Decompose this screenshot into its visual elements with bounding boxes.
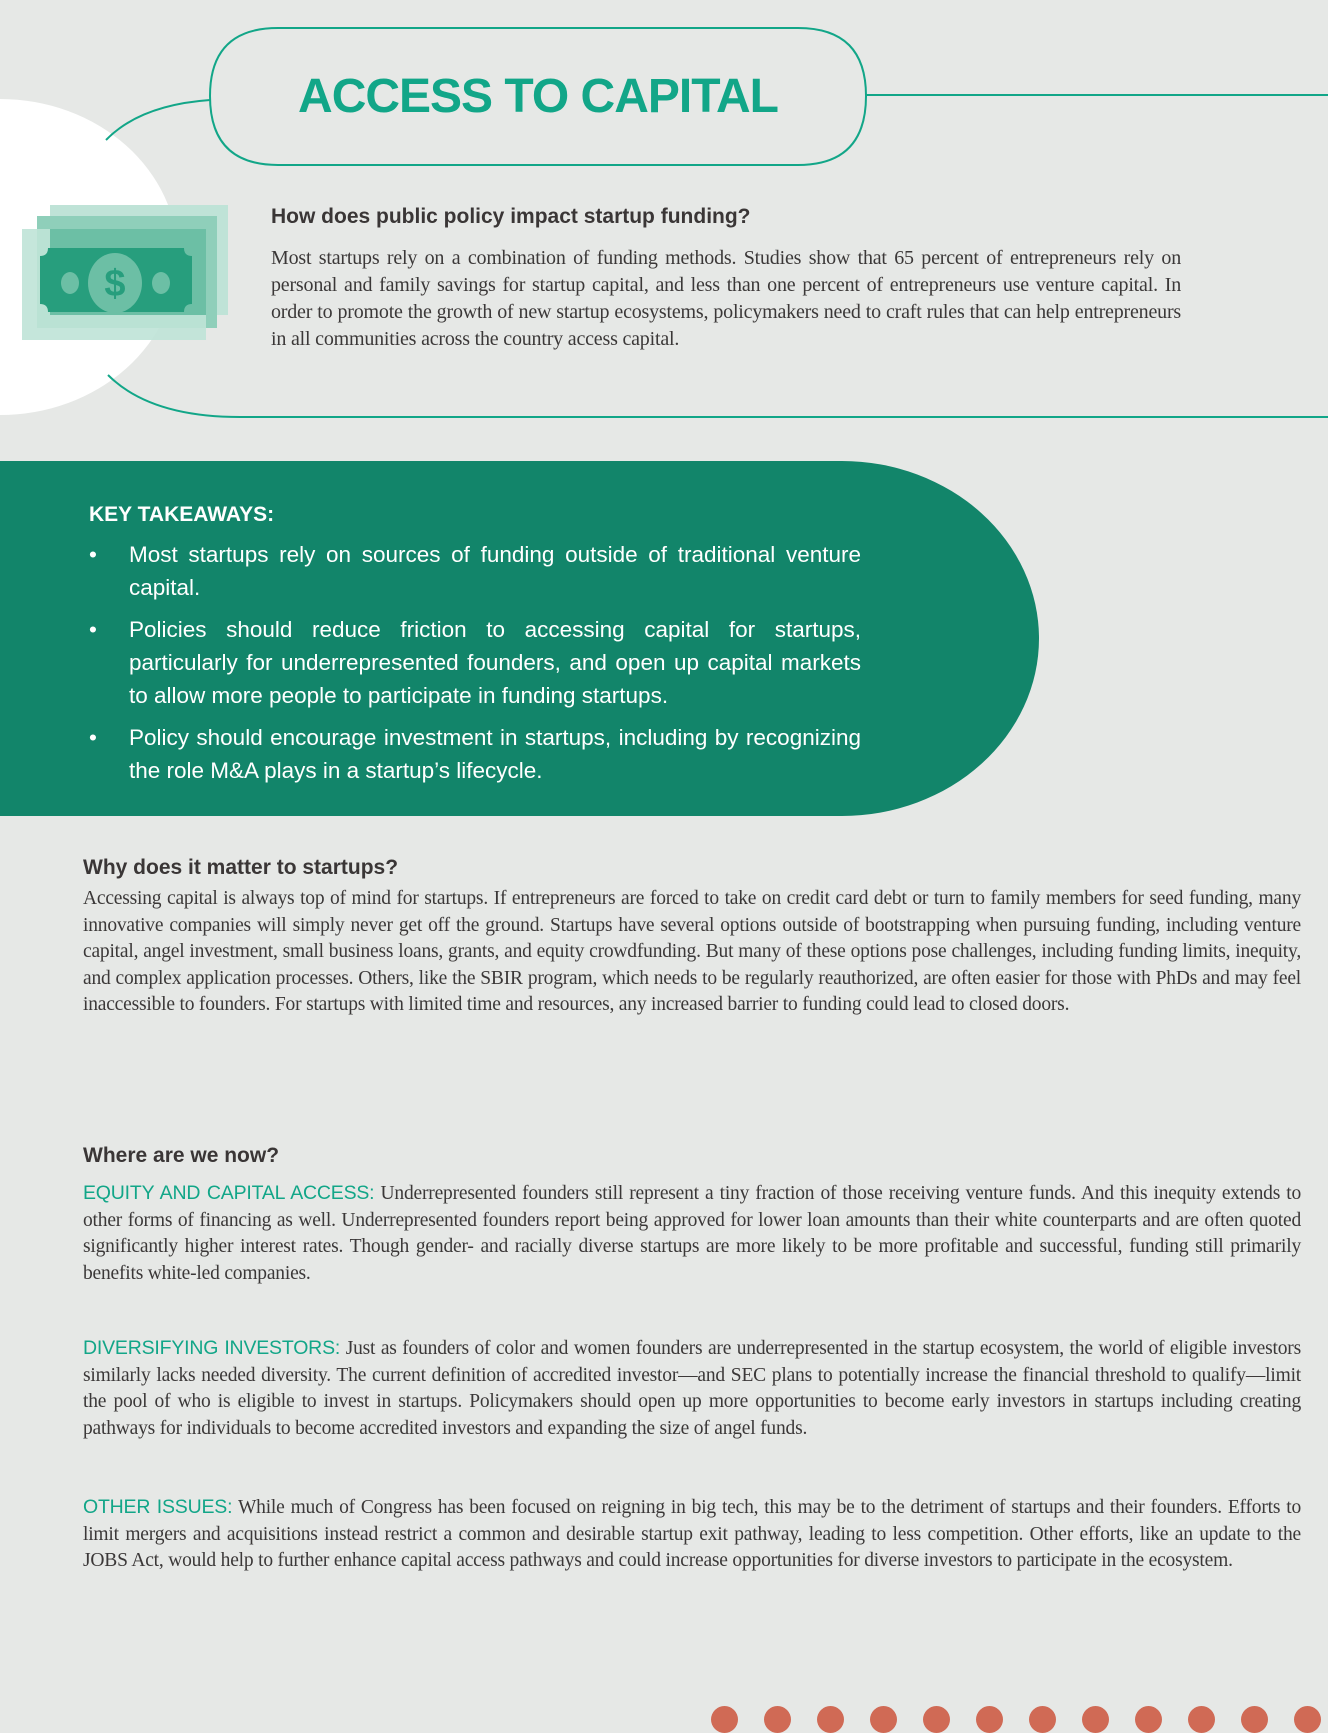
dot-icon [1135, 1706, 1162, 1733]
dot-icon [817, 1706, 844, 1733]
list-item [89, 538, 861, 604]
section-lead: OTHER ISSUES: [83, 1496, 233, 1518]
dot-icon [1029, 1706, 1056, 1733]
dot-icon [1082, 1706, 1109, 1733]
svg-text:$: $ [104, 263, 126, 305]
key-takeaways-list [89, 538, 861, 796]
why-paragraph: Accessing capital is always top of mind for startups. If entrepreneurs are forced to take on credit card debt or turn to family members for seed funding, many innovative companies will simply never get off the ground. Startups have several options outside of bootstrapping when pursuing funding, including venture capital, angel investment, small business loans, grants, and equity crowdfunding. But many of these options pose challenges, including funding limits, inequity, and complex application processes. Others, like the SBIR program, which needs to be regularly reauthorized, are often easier for those with PhDs and may feel inaccessible to founders. For startups with limited time and resources, any increased barrier to funding could lead to closed doors. [83, 888, 1301, 1015]
why-heading: Why does it matter to startups? [83, 856, 399, 879]
connector-curve-top [106, 100, 210, 140]
dot-icon [1188, 1706, 1215, 1733]
takeaway-text: Policies should reduce friction to accessing capital for startups, particularly for underrepresented founders, and open up capital markets to allow more people to participate in funding startups. [129, 617, 861, 708]
other-issues-section [83, 1494, 1301, 1575]
diversifying-section [83, 1335, 1301, 1442]
equity-section [83, 1180, 1301, 1287]
section-body: Underrepresented founders still represent a tiny fraction of those receiving venture funds. And this inequity extends to other forms of financing as well. Underrepresented founders report being approved for lower loan amounts than their white counterparts and are often quoted significantly higher interest rates. Though gender- and racially diverse startups are more likely to be more profitable and successful, funding still primarily benefits white-led companies. [83, 1183, 1301, 1284]
section-lead: EQUITY AND CAPITAL ACCESS: [83, 1182, 375, 1204]
section-body: While much of Congress has been focused on reigning in big tech, this may be to the detriment of startups and their founders. Efforts to limit mergers and acquisitions instead restrict a common and desirable startup exit pathway, leading to less competition. Other efforts, like an update to the JOBS Act, would help to further enhance capital access pathways and could increase opportunities for diverse investors to participate in the ecosystem. [83, 1497, 1301, 1571]
takeaway-text: Most startups rely on sources of funding outside of traditional venture capital. [129, 542, 861, 600]
money-icon [22, 205, 228, 340]
key-takeaways-heading: KEY TAKEAWAYS: [89, 503, 275, 526]
list-item [89, 721, 861, 787]
intro-paragraph: Most startups rely on a combination of funding methods. Studies show that 65 percent of entrepreneurs rely on personal and family savings for startup capital, and less than one percent of entrepreneurs use venture capital. In order to promote the growth of new startup ecosystems, policymakers need to craft rules that can help entrepreneurs in all communities across the country access capital. [271, 247, 1181, 350]
section-lead: DIVERSIFYING INVESTORS: [83, 1337, 341, 1359]
dot-icon [1241, 1706, 1268, 1733]
takeaway-text: Policy should encourage investment in startups, including by recognizing the role M&A plays in a startup’s lifecycle. [129, 725, 861, 783]
dot-icon [923, 1706, 950, 1733]
dot-icon [976, 1706, 1003, 1733]
bullet-icon: • [89, 542, 97, 567]
connector-curve-bottom [108, 375, 1328, 417]
decorative-dots [711, 1706, 1321, 1733]
dot-icon [1294, 1706, 1321, 1733]
page-title: ACCESS TO CAPITAL [298, 70, 778, 123]
bullet-icon: • [89, 617, 97, 642]
list-item [89, 613, 861, 712]
bullet-icon: • [89, 725, 97, 750]
section-body: Just as founders of color and women founders are underrepresented in the startup ecosystem, the world of eligible investors similarly lacks needed diversity. The current definition of accredited investor—and SEC plans to potentially increase the financial threshold to qualify—limit the pool of who is eligible to invest in startups. Policymakers should open up more opportunities to become early investors in startups including creating pathways for individuals to become accredited investors and expanding the size of angel funds. [83, 1338, 1301, 1439]
where-heading: Where are we now? [83, 1144, 280, 1167]
dot-icon [764, 1706, 791, 1733]
dot-icon [711, 1706, 738, 1733]
dot-icon [870, 1706, 897, 1733]
intro-heading: How does public policy impact startup funding? [271, 205, 751, 228]
